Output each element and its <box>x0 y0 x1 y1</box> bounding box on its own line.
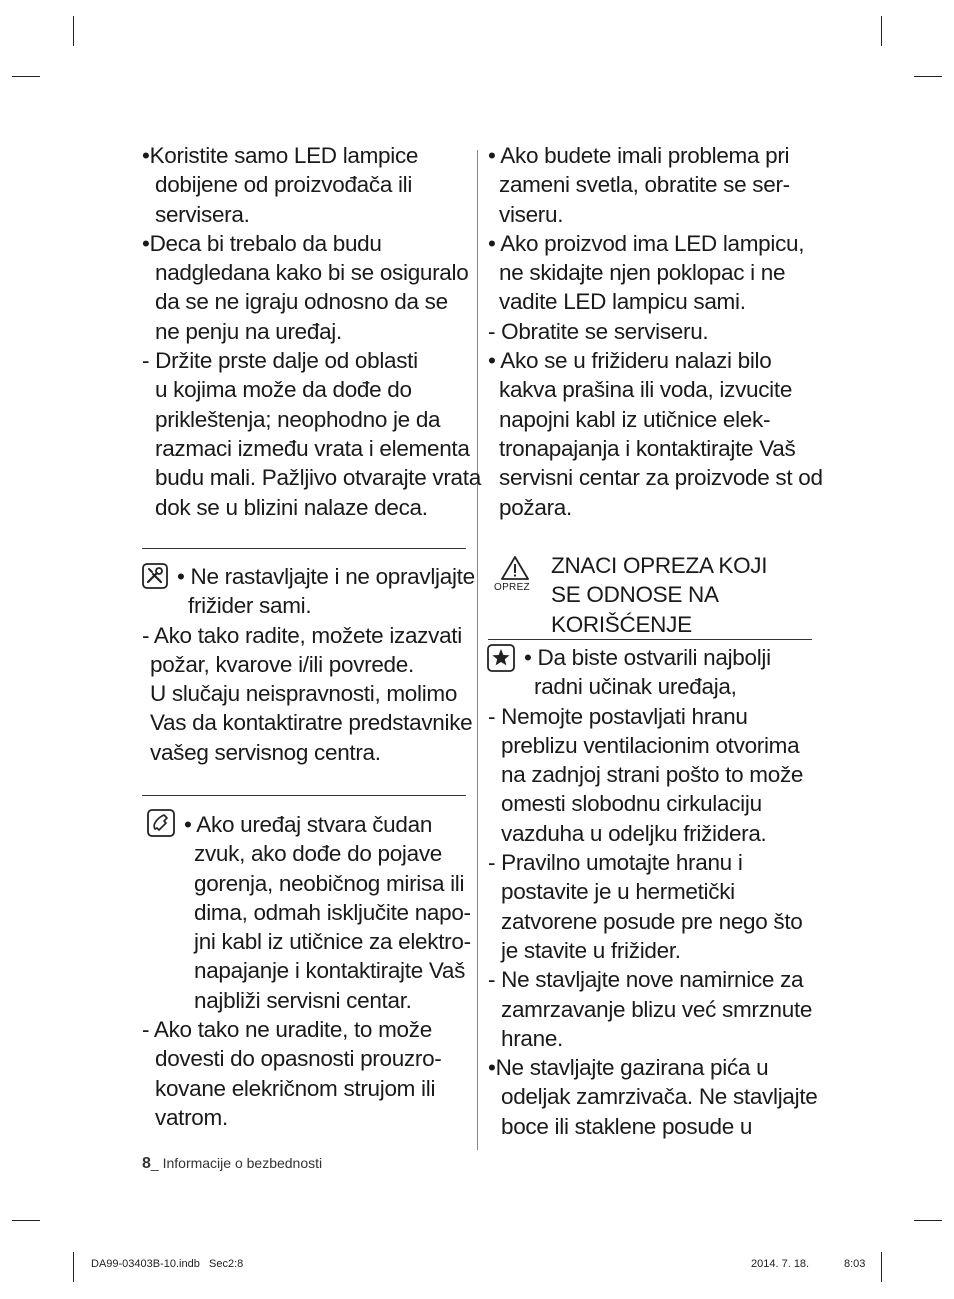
text-line: zatvorene posude pre nego što <box>501 908 803 934</box>
text-line: vadite LED lampicu sami. <box>499 289 746 315</box>
text-line: - Ako tako radite, možete izazvati <box>142 622 462 648</box>
text-line: • Ako proizvod ima LED lampicu, <box>488 230 805 256</box>
section-heading <box>551 551 767 639</box>
page-number: 8 <box>142 1155 151 1172</box>
text-line: - Držite prste dalje od oblasti <box>142 348 418 374</box>
text-line: dovesti do opasnosti prouzro- <box>155 1046 442 1072</box>
section-rule <box>488 639 812 640</box>
text-line: - Ako tako ne uradite, to može <box>142 1017 432 1043</box>
heading-line: ZNACI OPREZA KOJI <box>551 553 768 578</box>
caution-label: OPREZ <box>494 582 530 593</box>
heading-line: KORIŠĆENJE <box>551 611 692 637</box>
crop-mark <box>914 1220 942 1221</box>
crop-mark <box>73 1252 74 1282</box>
text-line: požara. <box>499 494 572 520</box>
crop-mark <box>12 1220 40 1221</box>
text-line: ne skidajte njen poklopac i ne <box>499 260 786 286</box>
text-line: - Ne stavljajte nove namirnice za <box>488 967 804 993</box>
text-line: zamrzavanje blizu već smrznute <box>501 996 813 1022</box>
text-line: postavite je u hermetički <box>501 879 735 905</box>
crop-mark <box>73 16 74 46</box>
text-line: razmaci između vrata i elementa <box>155 435 470 461</box>
text-line: - Obratite se serviseru. <box>488 318 709 344</box>
text-line: •Deca bi trebalo da budu <box>142 230 382 256</box>
text-line: • Ako se u frižideru nalazi bilo <box>488 348 772 374</box>
text-line: frižider sami. <box>188 593 312 619</box>
text-line: napajanje i kontaktirajte Vaš <box>194 958 466 984</box>
text-line: napojni kabl iz utičnice elek- <box>499 406 771 432</box>
text-line: •Koristite samo LED lampice <box>142 143 419 168</box>
page-footer <box>142 1155 322 1173</box>
text-line: budu mali. Pažljivo otvarajte vrata <box>155 465 481 491</box>
crop-mark <box>881 1252 882 1282</box>
text-line: - Nemojte postavljati hranu <box>488 703 748 729</box>
text-line: vazduha u odeljku frižidera. <box>501 820 767 846</box>
text-line: ne penju na uređaj. <box>155 318 342 344</box>
text-line: gorenja, neobičnog mirisa ili <box>194 870 465 896</box>
text-line: nadgledana kako bi se osiguralo <box>155 260 469 286</box>
text-line: hrane. <box>501 1025 563 1051</box>
text-line: boce ili staklene posude u <box>501 1113 753 1139</box>
right-block-2 <box>488 643 817 1141</box>
text-line: servisni centar za proizvode st od <box>499 465 823 491</box>
text-line: požar, kvarove i/ili povrede. <box>150 651 414 677</box>
text-line: na zadnjoj strani pošto to može <box>501 762 804 788</box>
text-line: vašeg servisnog centra. <box>150 739 381 765</box>
text-line: dok se u blizini nalaze deca. <box>155 494 428 520</box>
text-line: viseru. <box>499 201 564 227</box>
warning-triangle-icon <box>500 555 530 581</box>
text-line: • Ako uređaj stvara čudan <box>184 812 433 837</box>
text-line: kovane elekričnom strujom ili <box>155 1075 436 1101</box>
text-line: da se ne igraju odnosno da se <box>155 289 448 315</box>
text-line: u kojima može da dođe do <box>155 377 412 403</box>
text-line: U slučaju neispravnosti, molimo <box>150 681 458 707</box>
text-line: jni kabl iz utičnice za elektro- <box>194 929 471 955</box>
text-line: dima, odmah isključite napo- <box>194 899 471 925</box>
text-line: kakva prašina ili voda, izvucite <box>499 377 793 403</box>
crop-mark <box>881 16 882 46</box>
print-date: 2014. 7. 18. <box>751 1258 810 1270</box>
text-line: •Ne stavljajte gazirana pića u <box>488 1055 769 1081</box>
text-line: prikleštenja; neophodno je da <box>155 406 441 432</box>
section-rule <box>142 795 466 796</box>
text-line: tronapajanja i kontaktirajte Vaš <box>499 435 796 461</box>
text-line: • Da biste ostvarili najbolji <box>524 645 771 670</box>
text-line: je stavite u frižider. <box>501 937 681 963</box>
text-line: - Pravilno umotajte hranu i <box>488 850 743 876</box>
print-time: 8:03 <box>844 1258 866 1270</box>
text-line: • Ako budete imali problema pri <box>488 143 790 168</box>
text-line: servisera. <box>155 201 250 227</box>
text-line: radni učinak uređaja, <box>534 674 737 700</box>
crop-mark <box>12 76 40 77</box>
left-block-3 <box>142 810 471 1132</box>
text-line: preblizu ventilacionim otvorima <box>501 732 800 758</box>
right-block-1 <box>488 141 823 522</box>
text-line: omesti slobodnu cirkulaciju <box>501 791 762 817</box>
crop-mark <box>914 76 942 77</box>
heading-line: SE ODNOSE NA <box>551 582 719 608</box>
text-line: zvuk, ako dođe do pojave <box>194 841 442 867</box>
text-line: zameni svetla, obratite se ser- <box>499 172 790 198</box>
footer-section: Informacije o bezbednosti <box>162 1155 323 1171</box>
left-block-1 <box>142 141 481 522</box>
text-line: • Ne rastavljajte i ne opravljajte <box>177 564 475 589</box>
text-line: odeljak zamrzivača. Ne stavljajte <box>501 1084 818 1110</box>
text-line: Vas da kontaktiratre predstavnike <box>150 710 473 736</box>
print-file-info: DA99-03403B-10.indb Sec2:8 <box>91 1258 244 1270</box>
text-line: dobijene od proizvođača ili <box>155 172 413 198</box>
section-rule <box>142 548 466 549</box>
text-line: vatrom. <box>155 1104 228 1130</box>
footer-separator: _ <box>150 1155 163 1171</box>
text-line: najbliži servisni centar. <box>194 987 412 1013</box>
left-block-2 <box>142 562 475 767</box>
